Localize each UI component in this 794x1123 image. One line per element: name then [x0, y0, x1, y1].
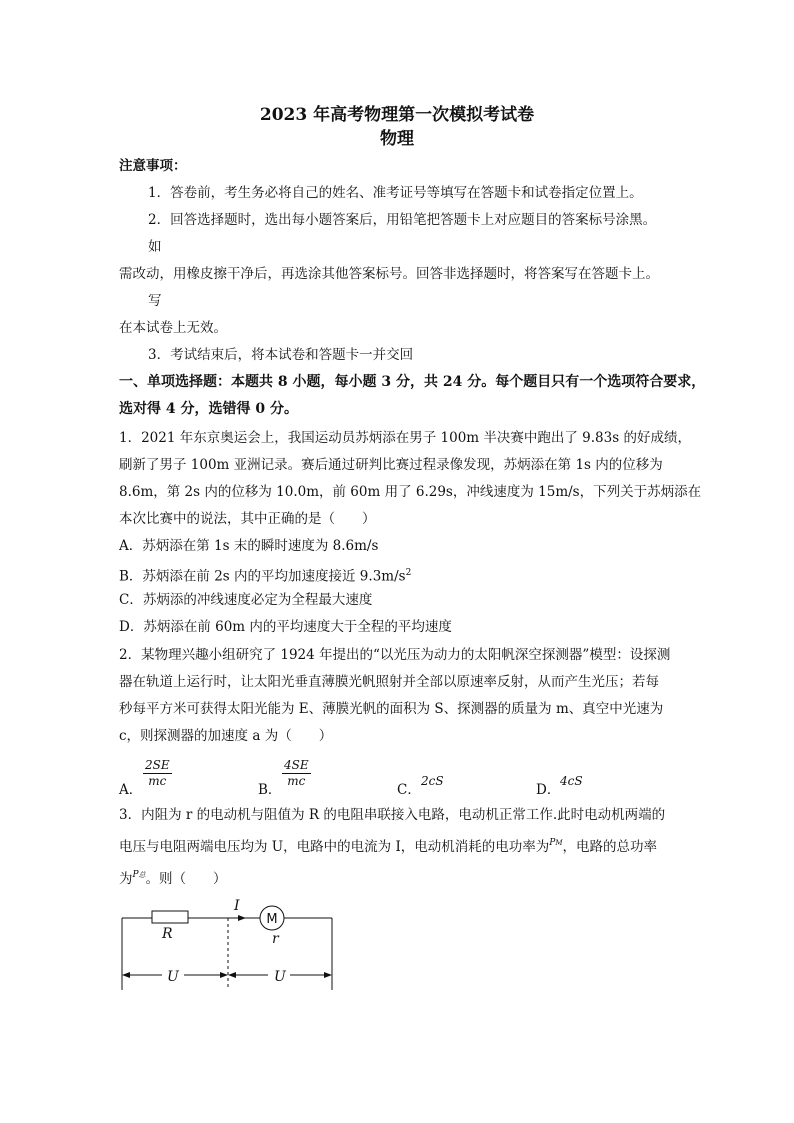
q2-option-b-numerator: 4SE [284, 758, 309, 772]
motor-resistance-label: r [272, 931, 279, 947]
notice-item-2-cont: 需改动，用橡皮擦干净后，再选涂其他答案标号。回答非选择题时，将答案写在答题卡上。 [119, 266, 659, 282]
q2-option-c-value: 2cS [421, 774, 444, 788]
q2-option-b-fraction [282, 758, 311, 789]
q2-stem-line: 器在轨道上运行时，让太阳光垂直薄膜光帆照射并全部以原速率反射，从而产生光压；若每 [119, 674, 659, 690]
q3-power-subscript: M [555, 839, 563, 847]
current-arrow-icon [238, 915, 246, 921]
q1-stem-line: 本次比赛中的说法，其中正确的是（ ） [119, 511, 376, 527]
current-label: I [234, 898, 240, 914]
resistor-symbol [152, 911, 188, 923]
notice-heading: 注意事项： [119, 158, 187, 174]
q3-stem-text: 电压与电阻两端电压均为 U，电路中的电流为 I，电动机消耗的电功率为 [119, 839, 550, 855]
notice-item-2: 2．回答选择题时，选出每小题答案后，用铅笔把答题卡上对应题目的答案标号涂黑。 [148, 212, 657, 228]
q1-stem-line: 8.6m，第 2s 内的位移为 10.0m，前 60m 用了 6.29s，冲线速度为 15m/s，下列关于苏炳添在 [119, 484, 702, 500]
q1-option-c: C．苏炳添的冲线速度必定为全程最大速度 [119, 592, 373, 608]
notice-item-1: 1．答卷前，考生务必将自己的姓名、准考证号等填写在答题卡和试卷指定位置上。 [148, 185, 643, 201]
arrowhead-icon [324, 972, 332, 978]
section-heading: 一、单项选择题：本题共 8 小题，每小题 3 分，共 24 分。每个题目只有一个选项符合要求， [119, 374, 706, 390]
section-heading-cont: 选对得 4 分，选错得 0 分。 [119, 401, 298, 417]
notice-item-2-end: 在本试卷上无效。 [119, 320, 227, 336]
q2-stem-line: c，则探测器的加速度 a 为（ ） [119, 728, 333, 744]
q2-option-b-denominator: mc [287, 774, 306, 788]
q2-option-a-numerator: 2SE [145, 758, 170, 772]
q3-power-motor-symbol [549, 838, 562, 848]
q2-option-a-label: A． [119, 782, 143, 798]
q2-option-a-denominator: mc [148, 774, 167, 788]
notice-item-2-wrap: 如 [148, 239, 162, 255]
arrowhead-icon [228, 972, 236, 978]
q1-stem-line: 1．2021 年东京奥运会上，我国运动员苏炳添在男子 100m 半决赛中跑出了 9.83s 的好成绩， [119, 430, 691, 446]
q1-stem-line: 刷新了男子 100m 亚洲记录。赛后通过研判比赛过程录像发现，苏炳添在第 1s 内的位移为 [119, 457, 663, 473]
q2-stem-line: 2．某物理兴趣小组研究了 1924 年提出的“以光压为动力的太阳帆深空探测器”模型：设探测 [119, 647, 671, 663]
q2-option-a-fraction [143, 758, 172, 789]
arrowhead-icon [220, 972, 228, 978]
q3-power-symbol: P [132, 870, 139, 880]
q2-stem-line: 秒每平方米可获得太阳光能为 E、薄膜光帆的面积为 S、探测器的质量为 m、真空中光速为 [119, 701, 664, 717]
arrowhead-icon [122, 972, 130, 978]
q1-option-b-sup: 2 [405, 568, 412, 578]
q3-stem-text: 为 [119, 871, 133, 887]
q3-stem-text: 。则（ ） [145, 871, 227, 887]
q1-option-a: A．苏炳添在第 1s 末的瞬时速度为 8.6m/s [119, 538, 379, 554]
q3-stem-text: ，电路的总功率 [562, 839, 658, 855]
motor-label: M [266, 912, 278, 927]
q2-option-b-label: B． [258, 782, 282, 798]
q1-option-b-text: B．苏炳添在前 2s 内的平均加速度接近 9.3m/s [119, 568, 406, 585]
page-subtitle: 物理 [380, 129, 414, 149]
q1-option-d: D．苏炳添在前 60m 内的平均速度大于全程的平均速度 [119, 619, 452, 635]
q3-power-subscript: 总 [138, 871, 146, 879]
q3-stem-line-3 [119, 869, 227, 891]
q3-power-symbol: P [549, 838, 556, 848]
voltage-label-left: U [167, 969, 179, 985]
q3-stem-line-2 [119, 837, 657, 859]
notice-item-2-wrap2: 写 [148, 293, 162, 309]
q3-power-total-symbol [133, 870, 146, 880]
page-title: 2023 年高考物理第一次模拟考试卷 [259, 105, 535, 125]
notice-item-3: 3．考试结束后，将本试卷和答题卡一并交回 [148, 347, 414, 363]
q3-circuit-diagram [112, 895, 342, 995]
q3-stem-line: 3．内阻为 r 的电动机与阻值为 R 的电阻串联接入电路，电动机正常工作.此时电动机两端的 [119, 807, 666, 823]
q2-option-d-label: D． [536, 782, 561, 798]
resistor-label: R [162, 926, 173, 942]
q2-option-c-label: C． [397, 782, 421, 798]
q2-option-d-value: 4cS [560, 774, 583, 788]
voltage-label-right: U [274, 969, 286, 985]
q1-option-b [119, 563, 411, 587]
